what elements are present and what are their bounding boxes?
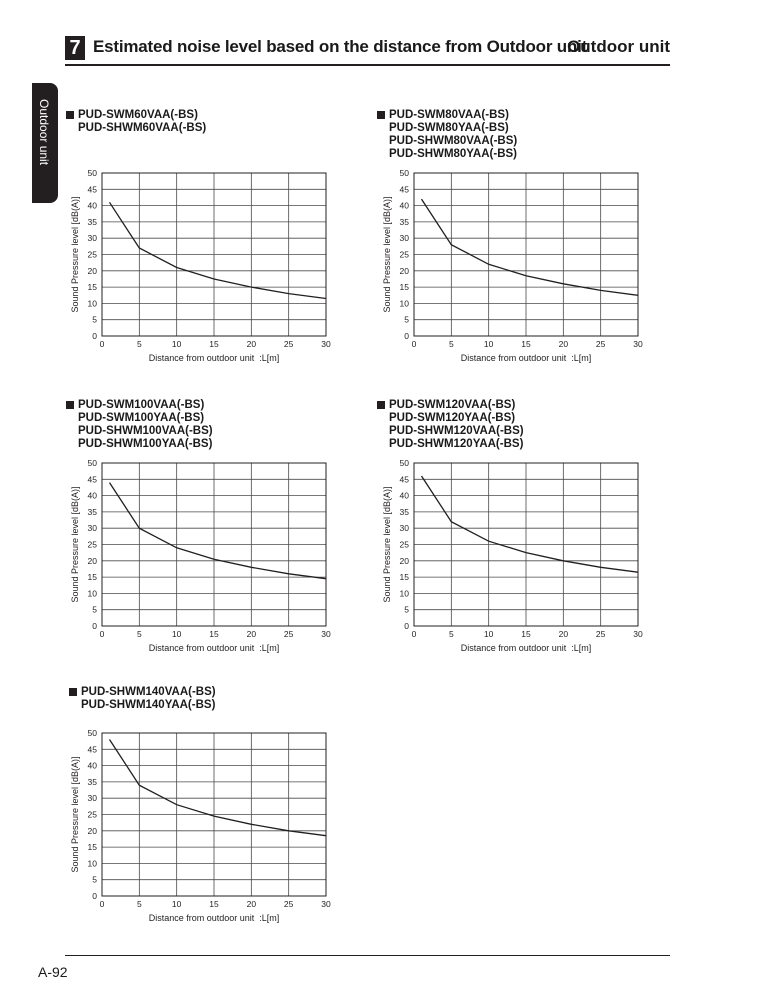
y-tick-label: 0 [92,331,97,341]
x-tick-label: 30 [321,339,331,349]
y-tick-label: 30 [87,233,97,244]
x-tick-label: 25 [283,629,294,639]
y-tick-label: 50 [87,728,97,738]
y-tick-label: 20 [87,555,97,566]
y-tick-label: 35 [87,776,97,787]
bullet-square-icon [69,688,77,696]
y-tick-label: 35 [87,216,97,227]
y-tick-label: 25 [399,249,409,260]
x-tick-label: 25 [595,339,606,349]
model-name: PUD-SHWM140VAA(-BS) [81,686,216,698]
model-name: PUD-SHWM80VAA(-BS) [389,135,518,147]
x-axis-title: Distance from outdoor unit :L[m] [148,913,280,923]
y-tick-label: 40 [87,200,97,211]
y-tick-label: 30 [87,793,97,804]
noise-curve [110,483,327,579]
model-name: PUD-SWM120YAA(-BS) [389,412,516,424]
y-tick-label: 5 [92,874,97,885]
y-axis-title: Sound Pressure level [dB(A)] [70,196,80,313]
noise-curve [110,740,327,836]
y-tick-label: 25 [87,249,97,260]
x-tick-label: 30 [321,899,331,909]
noise-curve [422,199,639,295]
x-tick-label: 5 [136,899,142,909]
chart-1 [372,160,652,370]
x-tick-label: 20 [558,629,569,639]
bullet-square-icon [66,401,74,409]
y-tick-label: 35 [399,216,409,227]
model-name: PUD-SHWM140YAA(-BS) [81,699,216,711]
side-tab-label: Outdoor unit [37,99,51,166]
chart-0 [60,160,340,370]
bullet-square-icon [377,401,385,409]
x-axis-title: Distance from outdoor unit :L[m] [148,643,280,653]
y-tick-label: 10 [87,298,97,309]
y-tick-label: 5 [92,314,97,325]
y-tick-label: 40 [87,760,97,771]
chart-4 [60,720,340,930]
y-tick-label: 15 [399,572,409,583]
y-axis-title: Sound Pressure level [dB(A)] [70,486,80,603]
x-axis-title: Distance from outdoor unit :L[m] [460,643,592,653]
y-tick-label: 40 [399,490,409,501]
x-tick-label: 10 [171,899,182,909]
x-tick-label: 5 [136,629,142,639]
y-tick-label: 30 [399,233,409,244]
model-name: PUD-SHWM120VAA(-BS) [389,425,524,437]
y-tick-label: 20 [87,825,97,836]
x-tick-label: 10 [483,339,494,349]
x-tick-label: 10 [171,339,182,349]
y-tick-label: 15 [87,842,97,853]
y-tick-label: 0 [404,621,409,631]
model-name: PUD-SWM100VAA(-BS) [78,399,205,411]
y-tick-label: 45 [399,474,409,485]
x-tick-label: 25 [283,339,294,349]
y-tick-label: 10 [399,298,409,309]
x-tick-label: 0 [99,339,105,349]
section-number-badge: 7 [65,36,85,60]
x-axis-title: Distance from outdoor unit :L[m] [148,353,280,363]
model-name: PUD-SHWM100VAA(-BS) [78,425,213,437]
y-tick-label: 15 [399,282,409,293]
noise-curve [110,202,327,298]
side-tab [32,83,58,203]
model-name: PUD-SHWM100YAA(-BS) [78,438,213,450]
y-tick-label: 25 [399,539,409,550]
x-tick-label: 15 [521,629,531,639]
x-tick-label: 15 [209,629,219,639]
x-tick-label: 15 [521,339,531,349]
y-tick-label: 0 [92,621,97,631]
page-title: Estimated noise level based on the distance from Outdoor unit [93,37,588,56]
x-axis-title: Distance from outdoor unit :L[m] [460,353,592,363]
page-number: A-92 [38,964,68,980]
x-tick-label: 30 [633,629,643,639]
y-tick-label: 10 [399,588,409,599]
y-tick-label: 50 [399,168,409,178]
y-tick-label: 0 [92,891,97,901]
x-tick-label: 0 [99,629,105,639]
y-tick-label: 20 [87,265,97,276]
y-axis-title: Sound Pressure level [dB(A)] [382,486,392,603]
model-name: PUD-SWM100YAA(-BS) [78,412,205,424]
noise-curve [422,476,639,572]
y-axis-title: Sound Pressure level [dB(A)] [382,196,392,313]
x-tick-label: 0 [411,339,417,349]
y-tick-label: 45 [87,474,97,485]
page-header [65,36,670,62]
model-name: PUD-SWM60VAA(-BS) [78,109,198,121]
x-tick-label: 20 [246,629,257,639]
x-tick-label: 5 [136,339,142,349]
model-name: PUD-SWM80VAA(-BS) [389,109,509,121]
y-tick-label: 25 [87,809,97,820]
header-divider [65,64,670,66]
x-tick-label: 0 [99,899,105,909]
model-name: PUD-SHWM80YAA(-BS) [389,148,517,160]
y-tick-label: 0 [404,331,409,341]
y-tick-label: 30 [87,523,97,534]
x-tick-label: 10 [171,629,182,639]
y-tick-label: 20 [399,265,409,276]
footer-divider [65,955,670,956]
bullet-square-icon [377,111,385,119]
model-name: PUD-SHWM60VAA(-BS) [78,122,207,134]
x-tick-label: 5 [448,629,454,639]
model-name: PUD-SWM80YAA(-BS) [389,122,509,134]
x-tick-label: 20 [246,339,257,349]
x-tick-label: 25 [595,629,606,639]
y-tick-label: 15 [87,282,97,293]
y-tick-label: 30 [399,523,409,534]
y-tick-label: 45 [87,184,97,195]
y-tick-label: 35 [399,506,409,517]
y-tick-label: 5 [92,604,97,615]
y-tick-label: 50 [87,458,97,468]
x-tick-label: 25 [283,899,294,909]
model-name: PUD-SHWM120YAA(-BS) [389,438,524,450]
x-tick-label: 20 [558,339,569,349]
y-tick-label: 50 [399,458,409,468]
y-tick-label: 25 [87,539,97,550]
y-tick-label: 40 [87,490,97,501]
x-tick-label: 30 [633,339,643,349]
y-tick-label: 5 [404,604,409,615]
x-tick-label: 15 [209,899,219,909]
y-axis-title: Sound Pressure level [dB(A)] [70,756,80,873]
x-tick-label: 15 [209,339,219,349]
y-tick-label: 45 [399,184,409,195]
y-tick-label: 45 [87,744,97,755]
x-tick-label: 30 [321,629,331,639]
y-tick-label: 5 [404,314,409,325]
bullet-square-icon [66,111,74,119]
y-tick-label: 20 [399,555,409,566]
section-label: Outdoor unit [567,37,670,56]
x-tick-label: 20 [246,899,257,909]
x-tick-label: 10 [483,629,494,639]
chart-2 [60,450,340,660]
y-tick-label: 35 [87,506,97,517]
y-tick-label: 50 [87,168,97,178]
y-tick-label: 10 [87,588,97,599]
chart-3 [372,450,652,660]
x-tick-label: 5 [448,339,454,349]
y-tick-label: 40 [399,200,409,211]
x-tick-label: 0 [411,629,417,639]
y-tick-label: 15 [87,572,97,583]
y-tick-label: 10 [87,858,97,869]
model-name: PUD-SWM120VAA(-BS) [389,399,516,411]
